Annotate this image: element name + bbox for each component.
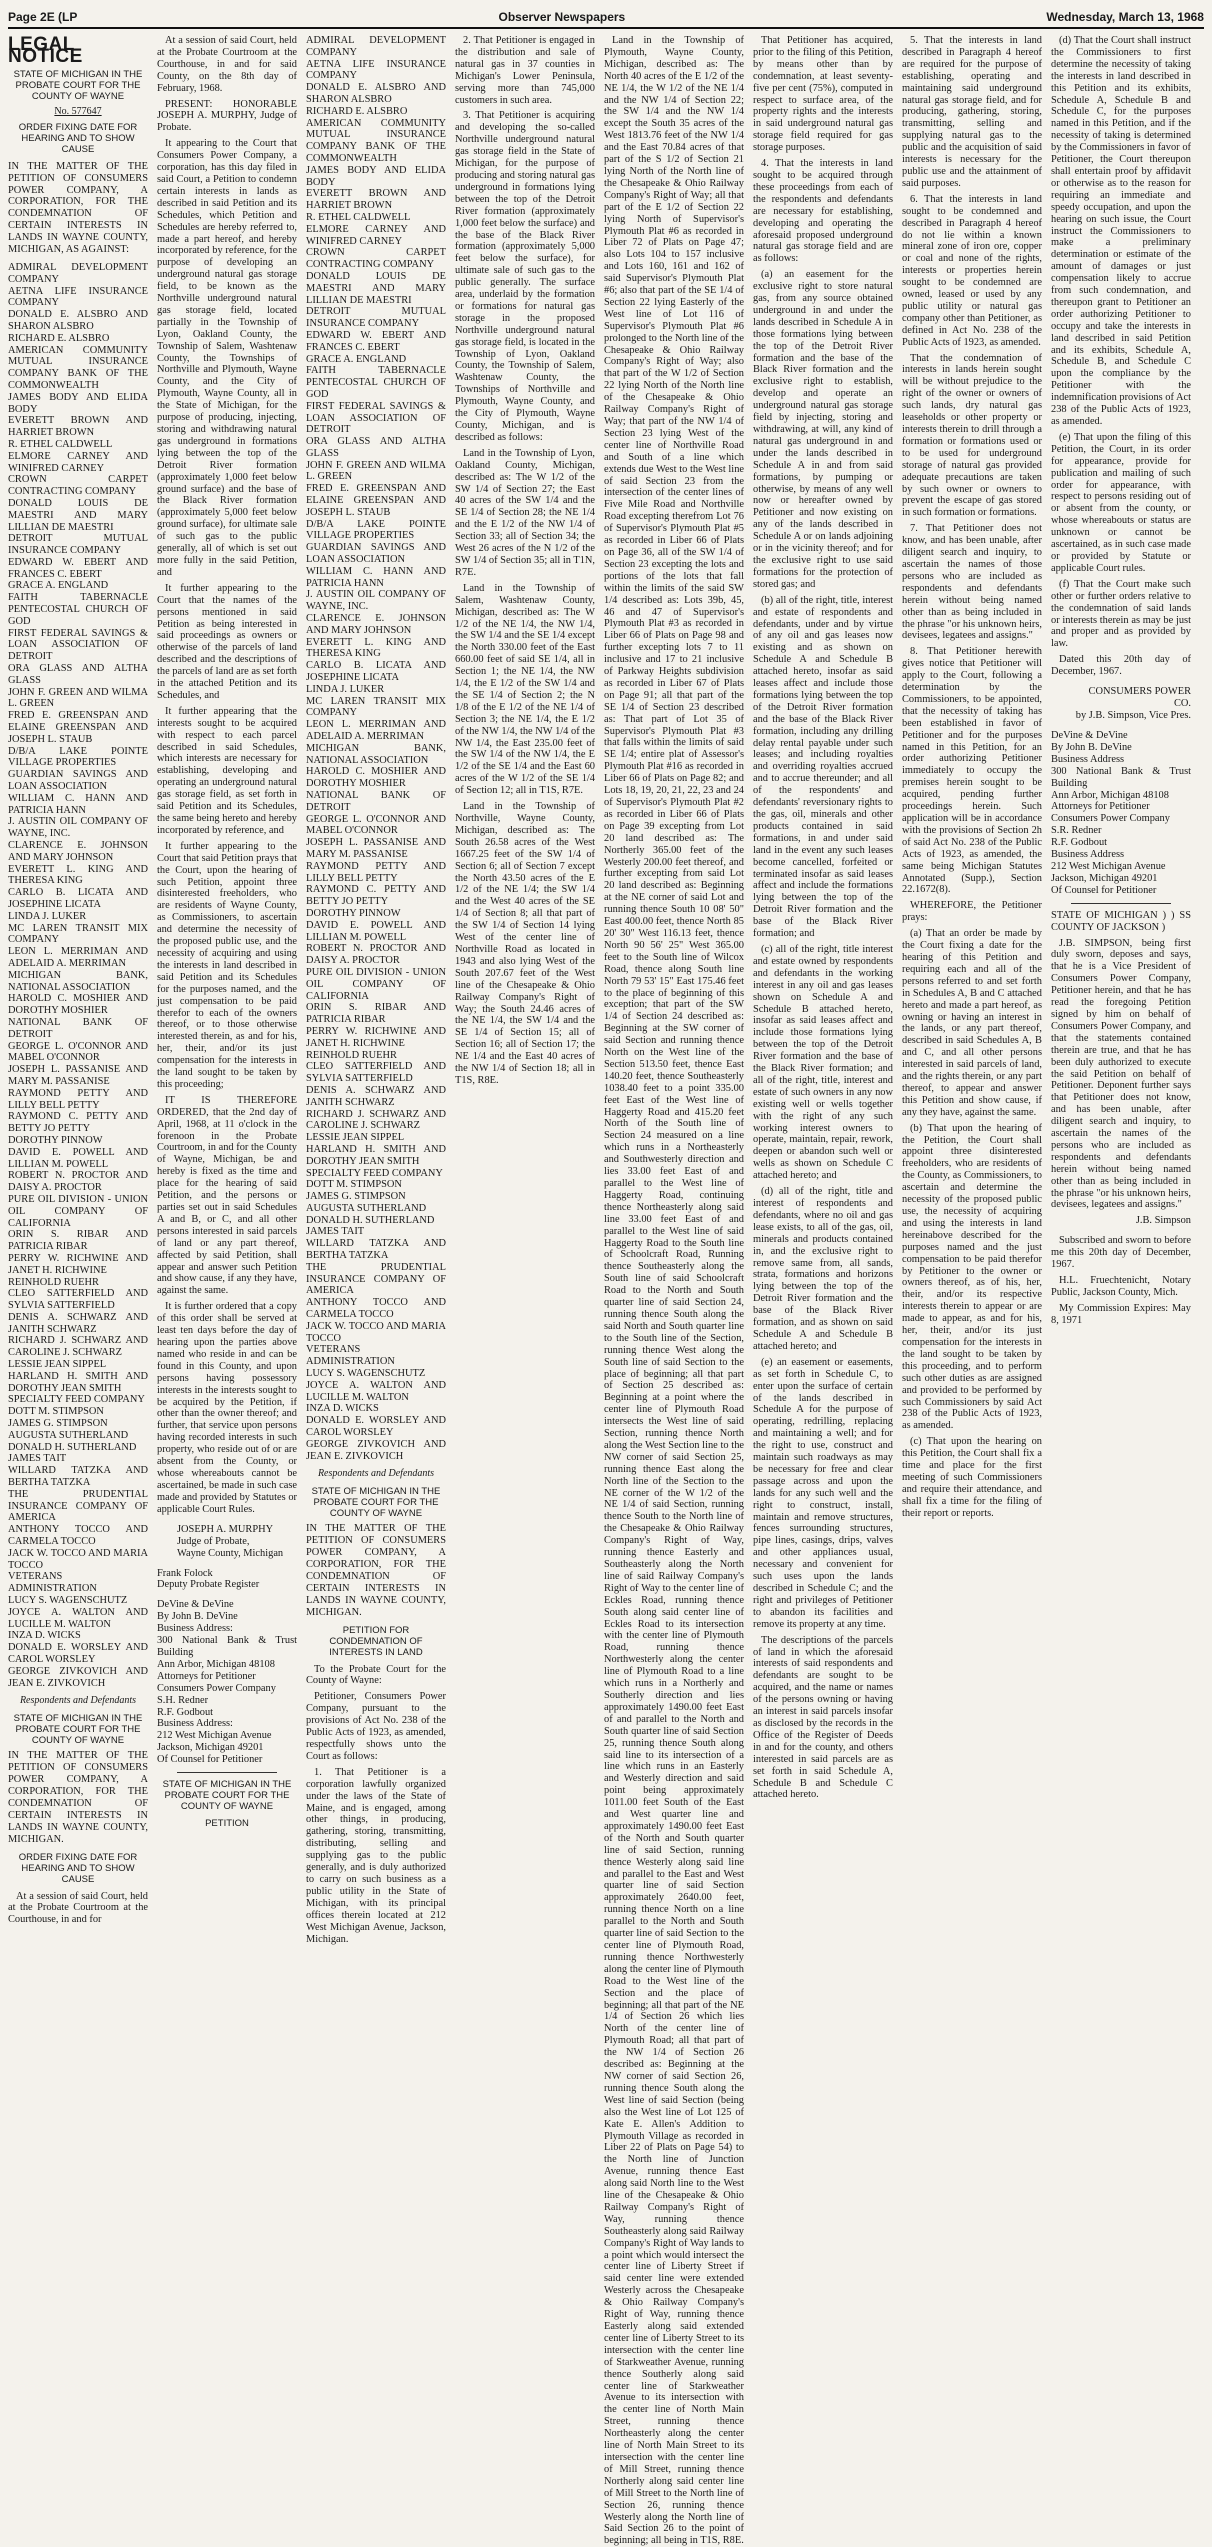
party-name-22: J. AUSTIN OIL COMPANY OF WAYNE, INC.: [8, 816, 148, 840]
attorney-line-0: DeVine & DeVine: [157, 1599, 234, 1611]
party-name-52: DONALD H. SUTHERLAND: [8, 1441, 137, 1453]
party-name-repeat-16: ORA GLASS AND ALTHA GLASS: [306, 436, 446, 459]
party-name-repeat-41: PERRY W. RICHWINE AND JANET H. RICHWINE: [306, 1025, 446, 1049]
party-name-repeat-42: REINHOLD RUEHR: [306, 1049, 397, 1061]
party-name-30: HAROLD C. MOSHIER AND DOROTHY MOSHIER: [8, 993, 148, 1017]
attorney-line-1: By John B. DeVine: [157, 1611, 238, 1623]
party-name-45: RICHARD J. SCHWARZ AND CAROLINE J. SCHWARZ: [8, 1335, 148, 1359]
company-line-0: CONSUMERS POWER CO.: [1088, 686, 1191, 710]
attorney-block-2: [1051, 730, 1191, 897]
party-name-4: AMERICAN COMMUNITY MUTUAL INSURANCE COMPANY BANK OF THE COMMONWEALTH: [8, 344, 148, 391]
party-name-12: EDWARD W. EBERT AND FRANCES C. EBERT: [8, 556, 148, 580]
column-1: [8, 34, 148, 1926]
clerk-line-1: Deputy Probate Register: [157, 1579, 260, 1591]
prayer-paragraph-3: 7. That Petitioner does not know, and has been unable, after diligent search and inquiry, to ascertain the names of those persons who are included as respondents and defendants herein without being named other than as being included in the phrase "or his unknown heirs, devisees, legatees and assigns.": [902, 523, 1042, 642]
attorney-line-2: Business Address:: [157, 1623, 233, 1635]
petition-court-heading: STATE OF MICHIGAN IN THE PROBATE COURT FOR THE COUNTY OF WAYNE: [311, 1486, 441, 1520]
order-title: ORDER FIXING DATE FOR HEARING AND TO SHOW CAUSE: [18, 121, 138, 155]
land-northville: Land in the Township of Northville, Wayne County, Michigan, described as: The South 26.58 acres of the West 1667.25 feet of the SW 1/4 of Section 6; all of Section 7 except the North 43.50 acres of the E 1/2 of the NE 1/4; the SW 1/4 and the West 40 acres of the SE 1/4 of Section 8; all that part of the SW 1/4 of Section 14 lying West of the center line of Northville Road as located in 1943 and also lying West of the South 207.67 feet of the West line of the Chesapeake & Ohio Railway Company's Right of Way; the South 24.46 acres of the NE 1/4, the SW 1/4 and the SE 1/4 of Section 15; all of Section 16; all of Section 17; the NE 1/4 and the East 40 acres of the NW 1/4 of Section 18; all in T1S, R8E.: [455, 801, 595, 1086]
order-paragraph-5: It is further ordered that a copy of this order shall be served at least ten days before the day of hearing upon the parties above named who reside in and can be found in this County, and upon persons having possessory interests in the interests sought to be acquired by the Petition, if other than the owner thereof; and further, that service upon persons having recorded interests in such property, who reside out of or are absent from the County, or whose whereabouts cannot be ascertained, be made in such case made and provided by Statutes or applicable Court Rules.: [157, 1301, 297, 1515]
land-lyon: Land in the Township of Lyon, Oakland County, Michigan, described as: The W 1/2 of the SW 1/4 of Section 27; the East 40 acres of the SW 1/4 and the SE 1/4 of Section 28; the NE 1/4 and the E 1/2 of the NW 1/4 of Section 33; all of Section 34; the West 26 acres of the N 1/2 of the SW 1/4 of Section 35; all in T1N, R7E.: [455, 447, 595, 578]
order-paragraph-2: It further appearing that the interests sought to be acquired with respect to each parcel described in said Schedules, which interests are necessary for establishing, developing and operating an underground natural gas storage field, as set forth in said Petition and its Schedules, the same being hereto and hereby incorporated by reference, and: [157, 705, 297, 836]
party-name-repeat-6: EVERETT BROWN AND HARRIET BROWN: [306, 188, 446, 212]
paper-name: Observer Newspapers: [498, 10, 626, 24]
attorney-line-4: Ann Arbor, Michigan 48108: [157, 1658, 275, 1670]
party-name-repeat-32: GEORGE L. O'CONNOR AND MABEL O'CONNOR: [306, 813, 446, 837]
party-name-repeat-38: ROBERT N. PROCTOR AND DAISY A. PROCTOR: [306, 943, 446, 967]
attorney-line-12: Of Counsel for Petitioner: [157, 1754, 263, 1766]
party-name-repeat-2: DONALD E. ALSBRO AND SHARON ALSBRO: [306, 82, 446, 105]
attorney-f-line-7: S.R. Redner: [1051, 825, 1102, 837]
judge-line-1: Judge of Probate,: [177, 1535, 250, 1547]
party-name-repeat-47: HARLAND H. SMITH AND DOROTHY JEAN SMITH: [306, 1143, 446, 1167]
party-name-18: FRED E. GREENSPAN AND ELAINE GREENSPAN AND JOSEPH L. STAUB: [8, 710, 148, 745]
column-5: [604, 35, 744, 2547]
party-name-repeat-7: R. ETHEL CALDWELL: [306, 211, 411, 223]
attorney-f-line-4: Ann Arbor, Michigan 48108: [1051, 789, 1169, 801]
party-name-repeat-26: LINDA J. LUKER: [306, 683, 385, 695]
prayer-f-paragraph-2: (f) That the Court make such other or further orders relative to the condemnation of said lands or interests therein as may be just and proper and as provided by law.: [1051, 578, 1191, 650]
party-name-57: JACK W. TOCCO AND MARIA TOCCO: [8, 1547, 148, 1571]
party-name-repeat-35: RAYMOND C. PETTY AND BETTY JO PETTY: [306, 884, 446, 908]
petition-to: To the Probate Court for the County of Wayne:: [306, 1663, 446, 1687]
interest-paragraph-5: (d) all of the right, title and interest of respondents and defendants, where no oil and gas lease exists, to all of the gas, oil, minerals and products contained in, and the exclusive right to remove same from, all sands, strata, formations and horizons lying between the top of the Detroit River formation and the base of the Black River formation, and as shown on said Schedule A and Schedule B attached hereto; and: [753, 1186, 893, 1352]
party-name-14: FAITH TABERNACLE PENTECOSTAL CHURCH OF GOD: [8, 592, 148, 627]
notary-line-2: My Commission Expires: May 8, 1971: [1051, 1302, 1191, 1326]
party-name-54: WILLARD TATZKA AND BERTHA TATZKA: [8, 1465, 148, 1489]
party-list: [8, 262, 148, 1689]
party-name-repeat-30: HAROLD C. MOSHIER AND DOROTHY MOSHIER: [306, 766, 446, 790]
petition-interests-cont: [902, 35, 1042, 1520]
interest-paragraph-3: (b) all of the right, title, interest and estate of respondents and defendants, under and by virtue of any oil and gas leases now existing and as shown on Schedule A and Schedule B attached hereto, insofar as said leases affect and include those formations lying between the top of the Detroit River formation and the base of the Black River formation, including any drilling delay rental payable under such leases; and including royalties and overriding royalties accrued and to accrue thereunder; and all of the respondents' and defendants' reversionary rights to the gas, oil, minerals and other products contained in said formations, in and under said land in the event any such leases become cancelled, forfeited or terminated insofar as said leases affect and include the formations lying between the top of the Detroit River formation and the base of the Black River formation; and: [753, 594, 893, 940]
party-name-repeat-63: GEORGE ZIVKOVICH AND JEAN E. ZIVKOVICH: [306, 1438, 446, 1462]
jurat-venue: STATE OF MICHIGAN ) ) SS COUNTY OF JACKSON ): [1051, 909, 1191, 933]
party-name-repeat-0: ADMIRAL DEVELOPMENT COMPANY: [306, 35, 446, 58]
party-name-repeat-53: JAMES TAIT: [306, 1226, 365, 1238]
column-8: [1051, 35, 1191, 1795]
interest-paragraph-1: 4. That the interests in land sought to be acquired through these proceedings from each of the respondents and defendants are necessary for establishing, developing and operating the aforesaid proposed underground natural gas storage field and are as follows:: [753, 158, 893, 265]
party-name-26: LINDA J. LUKER: [8, 910, 87, 922]
party-name-repeat-22: J. AUSTIN OIL COMPANY OF WAYNE, INC.: [306, 589, 446, 613]
second-matter-caption: IN THE MATTER OF THE PETITION OF CONSUMERS POWER COMPANY, A CORPORATION, FOR THE CONDEMNATION OF CERTAIN INTERESTS IN LANDS IN WAYNE COUNTY, MICHIGAN.: [8, 1750, 148, 1845]
party-name-repeat-52: DONALD H. SUTHERLAND: [306, 1214, 435, 1226]
party-name-33: JOSEPH L. PASSANISE AND MARY M. PASSANISE: [8, 1064, 148, 1087]
matter-caption: IN THE MATTER OF THE PETITION OF CONSUMERS POWER COMPANY, A CORPORATION, FOR THE CONDEMNATION OF CERTAIN INTERESTS IN LANDS IN WAYNE COUNTY, MICHIGAN, AS AGAINST:: [8, 160, 148, 256]
land-plymouth: Land in the Township of Plymouth, Wayne County, Michigan, described as: The North 40 acres of the E 1/2 of the NE 1/4, the W 1/2 of the NE 1/4 and the NW 1/4 of Section 22; the SW 1/4 and the NW 1/4 except the South 35 acres of the West 1813.76 feet of the NW 1/4 and the East 70.84 acres of that part of the S 1/2 of Section 21 lying North of the North line of the Chesapeake & Ohio Railway Company's Right of Way; all that part of the E 1/2 of Section 22 lying North of Supervisor's Plymouth Plat #6 as recorded in Liber 72 of Plats on Page 47; also Lots 104 to 157 inclusive and Lots 160, 161 and 162 of said Supervisor's Plymouth Plat #6; also that part of the SE 1/4 of Section 22 lying Easterly of the West line of Lot 116 of Supervisor's Plymouth Plat #6 prolonged to the North line of the Chesapeake & Ohio Railway Company's Right of Way; also that part of the W 1/2 of Section 22 lying North of the North line of the Chesapeake & Ohio Railway Company's Right of Way; that part of the NW 1/4 of Section 23 lying West of the center line of Northville Road and South of a line which extends due West to the West line of said Section 23 from the intersection of the center lines of Five Mile Road and Northville Road excepting therefrom Lot 76 of Supervisor's Plymouth Plat #5 as recorded in Liber 66 of Plats on Page 36, all of the SW 1/4 of Section 23 excepting the lots and portions of the lots that fall within the limits of the said SW 1/4 described as: Lots 39b, 45, 46 and 47 of Supervisor's Plymouth Plat #3 as recorded in Liber 66 of Plats on Page 98 and further excepting lots 7 to 11 inclusive and 17 to 21 inclusive of Parkway Heights subdivision as recorded in Liber 67 of Plats on Page 91; all that part of the SE 1/4 of Section 23 described as: That part of Lot 35 of Supervisor's Plymouth Plat #3 that falls within the limits of said SE 1/4; entire plat of Assessor's Plymouth Plat #16 as recorded in Liber 66 of Plats on Page 82; and Lots 18, 19, 20, 21, 22, 23 and 24 of Supervisor's Plymouth Plat #2 as recorded in Liber 66 of Plats on Page 39 excepting from Lot 20 land described as: The Northerly 365.00 feet of the Westerly 200.00 feet thereof, and further excepting from said Lot 20 land described as: Beginning at the NE corner of said Lot and running thence South 10 08' 50" East 400.00 feet, thence North 85 20' 30" West 116.13 feet, thence North 90 56' 25" West 365.00 feet to the South line of Wilcox Road, thence along South line North 79 53' 15" East 175.46 feet to the place of beginning of this exception; that part of the SW 1/4 of Section 24 described as: Beginning at the SW corner of said Section and running thence North on the West line of the Section 513.50 feet, thence East 140.20 feet, thence Southeasterly 1038.40 feet to a point 335.00 feet East of the West line of Haggerty Road and 415.20 feet North of the South line of Section 24 measured on a line which runs in a Northeasterly and Southwesterly direction and lies 33.00 feet East of and parallel to the West line of Haggerty Road, continuing thence Northeasterly along said line 33.00 feet East of and parallel to the West line of said Haggerty Road to the South line of Schoolcraft Road, Running thence Southeasterly along the South line of said Schoolcraft Road to the North and South quarter line of said Section 24, running thence South along the said North and South quarter line to the South line of the Section, running thence West along the South line of said Section to the place of beginning; all that part of Section 25 described as: Beginning at a point where the center line of Plymouth Road intersects the West line of said Section, running thence North along the West Section line to the NW corner of said Section 25, running thence East along the North line of the Section to the NE corner of the W 1/2 of the NE 1/4 of said Section, running thence South to the North line of the Chesapeake & Ohio Railway Company's Right of Way, running thence Easterly and Southeasterly along the North line of said Railway Company's Right of Way to the center line of Eckles Road, running thence South along said center line of Eckles Road to its intersection with the center line of Plymouth Road, running thence Northwesterly along the center line of Plymouth Road to a line which runs in a Northerly and Southerly direction and lies approximately 1490.00 feet East of and parallel to the North and South quarter line of said Section 25, running thence South along said line to its intersection of a line which runs in an Easterly and Westerly direction and said point being approximately 1011.00 feet South of the East and West quarter line and approximately 1490.00 feet East of the North and South quarter line of said Section, running thence Westerly along said line and parallel to the East and West quarter line of said Section approximately 2640.00 feet, running thence North on a line parallel to the North and South quarter line of said Section to the center line of Plymouth Road, running thence Northwesterly along the center line of Plymouth Road to the West line of the Section and the place of beginning; all that part of the NE 1/4 of Section 26 which lies North of the center line of Plymouth Road; all that part of the NW 1/4 of Section 26 described as: Beginning at the NW corner of said Section 26, running thence South along the West line of said Section (being also the West line of Lot 125 of Kate E. Allen's Addition to Plymouth Village as recorded in Liber 22 of Plats on Page 54) to the North line of Junction Avenue, running thence East along said North line to the West line of the Chesapeake & Ohio Railway Company's Right of Way, running thence Southeasterly along said Railway Company's Right of Way lands to a point which would intersect the center line of Liberty Street if said center line were extended Westerly across the Chesapeake & Ohio Railway Company's Right of Way, running thence Easterly along said extended center line of Liberty Street to its intersection with the center line of Starkweather Avenue, running thence Southerly along said center line of Starkweather Avenue to its intersection with the center line of North Main Street, running thence Northeasterly along the center line of North Main Street to its intersection with the center line of Mill Street, running thence Northerly along said center line of Mill Street to the North line of Section 26, running thence Westerly along the North line of Said Section 26 to the point of beginning; all being in T1S, R8E.: [604, 35, 744, 2547]
party-name-repeat-46: LESSIE JEAN SIPPEL: [306, 1132, 405, 1144]
legal-notice-heading: LEGAL NOTICE: [8, 34, 83, 67]
party-name-repeat-23: CLARENCE E. JOHNSON AND MARY JOHNSON: [306, 613, 446, 636]
party-name-repeat-25: CARLO B. LICATA AND JOSEPHINE LICATA: [306, 660, 446, 684]
attorney-f-line-0: DeVine & DeVine: [1051, 730, 1128, 742]
party-name-repeat-49: DOTT M. STIMPSON: [306, 1179, 402, 1191]
party-name-7: R. ETHEL CALDWELL: [8, 438, 113, 450]
party-name-repeat-15: FIRST FEDERAL SAVINGS & LOAN ASSOCIATION OF DETROIT: [306, 400, 446, 436]
party-name-3: RICHARD E. ALSBRO: [8, 332, 110, 344]
issue-date: Wednesday, March 13, 1968: [1046, 10, 1204, 24]
party-name-58: VETERANS ADMINISTRATION: [8, 1571, 97, 1595]
party-name-16: ORA GLASS AND ALTHA GLASS: [8, 663, 148, 686]
notary-block: [1051, 1235, 1191, 1326]
order-body: [157, 138, 297, 1515]
party-name-repeat-59: LUCY S. WAGENSCHUTZ: [306, 1368, 426, 1380]
party-name-35: RAYMOND C. PETTY AND BETTY JO PETTY: [8, 1111, 148, 1135]
party-name-25: CARLO B. LICATA AND JOSEPHINE LICATA: [8, 887, 148, 910]
party-name-repeat-8: ELMORE CARNEY AND WINIFRED CARNEY: [306, 223, 446, 247]
party-name-36: DOROTHY PINNOW: [8, 1134, 103, 1146]
party-name-repeat-5: JAMES BODY AND ELIDA BODY: [306, 164, 446, 188]
prayer-paragraph-2: That the condemnation of interests in lands herein sought will be without prejudice to the right of the owner or owners of such lands, dry natural gas leaseholds or other property or interests therein to drill through a formation or formations used or to be used for underground storage of natural gas provided adequate precautions are taken by such owner or owners to prevent the escape of gas stored in such formation or formations.: [902, 352, 1042, 519]
attorney-line-10: 212 West Michigan Avenue: [157, 1730, 272, 1742]
party-name-61: INZA D. WICKS: [8, 1630, 81, 1642]
respondents-label-2: Respondents and Defendants: [317, 1468, 435, 1480]
order-paragraph-3: It further appearing to the Court that said Petition prays that the Court, upon the hearing of such Petition, appoint three disinterested freeholders, who are residents of Wayne County, as Commissioners, to ascertain and determine the necessity of the proposed public use, and the necessity of acquiring and using the interests in land described in said Petition and its Schedules for the purposes named, and the just compensation to be paid therefor to each of the owners thereof, or to those otherwise interested therein, as and for his, her, their, and/or its just compensation for the interests in the land sought to be taken by this proceeding;: [157, 840, 297, 1090]
party-name-repeat-27: MC LAREN TRANSIT MIX COMPANY: [306, 695, 446, 719]
party-name-repeat-19: D/B/A LAKE POINTE VILLAGE PROPERTIES: [306, 518, 446, 542]
column-7: [902, 35, 1042, 1795]
party-name-repeat-17: JOHN F. GREEN AND WILMA L. GREEN: [306, 459, 446, 483]
interest-paragraph-6: (e) an easement or easements, as set forth in Schedule C, to enter upon the surface of certain of the lands described in Schedule A for the purpose of operating, redrilling, replacing and maintaining a well; and for the right to use, construct and maintain such roadways as may be necessary for free and clear passage across and upon the lands for any such well and the right to construct, install, maintain and remove structures, fences surrounding structures, pipe lines, casings, drips, valves and other appliances usual, necessary and convenient for such uses upon the lands described in Schedule C; and the right and privileges of Petitioner to abandon its facilities and remove its property at any time.: [753, 1356, 893, 1630]
party-name-repeat-56: ANTHONY TOCCO AND CARMELA TOCCO: [306, 1297, 446, 1321]
party-name-13: GRACE A. ENGLAND: [8, 580, 109, 592]
prayer-paragraph-4: 8. That Petitioner herewith gives notice that Petitioner will apply to the Court, following a determination by the Commissioners, to be appointed, that the necessity of taking has been established in favor of Petitioner and for the purposes named in this Petition, for an order authorizing Petitioner immediately to occupy the premises herein sought to be acquired, pending further proceedings herein. Such application will be in accordance with the provisions of Section 2h of said Act No. 238 of the Public Acts of 1923, as amended, the same being Michigan Statutes Annotated (Supp.), Section 22.1672(8).: [902, 646, 1042, 896]
party-name-repeat-29: MICHIGAN BANK, NATIONAL ASSOCIATION: [306, 742, 446, 766]
attorney-f-line-11: Jackson, Michigan 49201: [1051, 872, 1158, 884]
party-name-repeat-1: AETNA LIFE INSURANCE COMPANY: [306, 58, 446, 82]
petition-para-2: 2. That Petitioner is engaged in the distribution and sale of natural gas in 37 counties in Michigan's Lower Peninsula, serving more than 745,000 customers in such area.: [455, 35, 595, 106]
party-name-28: LEON L. MERRIMAN AND ADELAID A. MERRIMAN: [8, 946, 148, 969]
party-list-repeat: [306, 35, 446, 1462]
party-name-repeat-33: JOSEPH L. PASSANISE AND MARY M. PASSANISE: [306, 837, 446, 860]
order-paragraph-0: It appearing to the Court that Consumers Power Company, a corporation, has this day filed in said Court, a Petition to condemn certain interests in lands as described in said Petition and its Schedules, which Petition and Schedules are hereby referred to, made a part hereof, and hereby incorporated by reference, for the purpose of developing an underground natural gas storage field, to be known as the Northville underground natural gas storage field, located partially in the Township of Lyon, Oakland County, the Township of Salem, Washtenaw County, the Townships of Northville and Plymouth, Wayne County, and the City of Plymouth, Wayne County, all in the State of Michigan, for the purpose of producing, injecting, storing and withdrawing natural gas underground in formations lying between the top of the Detroit River formation (approximately 1,000 feet below ground surface) and the base of the Black River formation (approximately 5,000 feet below ground surface), for ultimate sale of such gas to the public generally, all of which is set out more fully in the said Petition, and: [157, 138, 297, 578]
party-name-32: GEORGE L. O'CONNOR AND MABEL O'CONNOR: [8, 1040, 148, 1064]
prayer-paragraph-0: 5. That the interests in land described in Paragraph 4 hereof are required for the purpose of establishing, operating and maintaining said underground natural gas storage field, and for producing, gathering, storing, transmitting, selling and supplying natural gas to the public and the acquisition of said interests is necessary for the public use and the attainment of said purposes.: [902, 35, 1042, 189]
party-name-23: CLARENCE E. JOHNSON AND MARY JOHNSON: [8, 840, 148, 863]
petition-interests: [753, 35, 893, 1801]
party-name-39: PURE OIL DIVISION - UNION OIL COMPANY OF CALIFORNIA: [8, 1193, 148, 1229]
party-name-repeat-60: JOYCE A. WALTON AND LUCILLE M. WALTON: [306, 1379, 446, 1403]
petition-label: PETITION: [205, 1818, 249, 1830]
party-name-56: ANTHONY TOCCO AND CARMELA TOCCO: [8, 1524, 148, 1548]
attorney-f-line-2: Business Address: [1051, 753, 1125, 765]
party-name-repeat-20: GUARDIAN SAVINGS AND LOAN ASSOCIATION: [306, 542, 446, 566]
party-name-63: GEORGE ZIVKOVICH AND JEAN E. ZIVKOVICH: [8, 1665, 148, 1689]
party-name-1: AETNA LIFE INSURANCE COMPANY: [8, 285, 148, 309]
party-name-62: DONALD E. WORSLEY AND CAROL WORSLEY: [8, 1642, 148, 1665]
column-3: [306, 35, 446, 1945]
party-name-53: JAMES TAIT: [8, 1453, 67, 1465]
judge-line-0: JOSEPH A. MURPHY: [177, 1523, 274, 1535]
petition-court-heading-stub: STATE OF MICHIGAN IN THE PROBATE COURT FOR THE COUNTY OF WAYNE: [162, 1779, 292, 1813]
party-name-40: ORIN S. RIBAR AND PATRICIA RIBAR: [8, 1229, 148, 1253]
order-paragraph-4: IT IS THEREFORE ORDERED, that the 2nd day of April, 1968, at 11 o'clock in the forenoon in the Probate Courtroom, in and for the County of Wayne, Michigan, be and hereby is fixed as the time and place for the hearing of said Petition, and the persons or parties set out in said Schedules A and B, or C, and all other persons interested in said parcels of land or any part thereof, affected by said Petition, shall appear and answer such Petition and show cause, if any they have, against the same.: [157, 1094, 297, 1297]
party-name-8: ELMORE CARNEY AND WINIFRED CARNEY: [8, 450, 148, 474]
jurat-text: J.B. SIMPSON, being first duly sworn, deposes and says, that he is a Vice President of Consumers Power Company, Petitioner herein, and that he has read the foregoing Petition signed by him on behalf of Consumers Power Company, and that the statements contained therein are true, and that he has been duly authorized to execute the said Petition on behalf of Petitioner. Deponent further says that Petitioner does not know, and has been unable, after diligent search and inquiry, to ascertain the names of the persons who are included as respondents and defendants herein without being named other than as being included in the phrase "or his unknown heirs, devisees, legatees and assigns.": [1051, 937, 1191, 1211]
attorney-line-6: Consumers Power Company: [157, 1682, 276, 1694]
judge-line-2: Wayne County, Michigan: [177, 1547, 284, 1559]
party-name-49: DOTT M. STIMPSON: [8, 1406, 104, 1418]
order-paragraph-1: It further appearing to the Court that the names of the persons mentioned in said Petition as being interested in said proceedings as owners or otherwise of the parcels of land described and the descriptions of the parcels of land are as set forth in the attached Petition and its Schedules, and: [157, 582, 297, 701]
party-name-repeat-45: RICHARD J. SCHWARZ AND CAROLINE J. SCHWARZ: [306, 1108, 446, 1132]
petition-para-3: 3. That Petitioner is acquiring and developing the so-called Northville underground natural gas storage field in the State of Michigan, for the purpose of producing and storing natural gas underground in formations lying between the top of the Detroit River formation (approximately 1,000 feet below the surface) and the base of the Black River formation (approximately 5,000 feet below the surface), for ultimate sale of such gas to the public generally. The surface area, underlaid by the formation or formations for natural gas storage in the proposed Northville underground natural gas storage field, is located in the Township of Lyon, Oakland County, the Township of Salem, Washtenaw County, the Townships of Northville and Plymouth, Wayne County, and the City of Plymouth, Wayne County, Michigan, and is described as follows:: [455, 110, 595, 443]
attorney-f-line-5: Attorneys for Petitioner: [1051, 801, 1150, 813]
attorney-f-line-6: Consumers Power Company: [1051, 813, 1170, 825]
party-name-repeat-10: DONALD LOUIS DE MAESTRI AND MARY LILLIAN DE MAESTRI: [306, 270, 446, 306]
party-name-repeat-51: AUGUSTA SUTHERLAND: [306, 1202, 427, 1214]
judge-signature: [177, 1524, 297, 1560]
second-court-heading: STATE OF MICHIGAN IN THE PROBATE COURT FOR THE COUNTY OF WAYNE: [13, 1713, 143, 1747]
party-name-10: DONALD LOUIS DE MAESTRI AND MARY LILLIAN DE MAESTRI: [8, 497, 148, 533]
attorney-f-line-9: Business Address: [1051, 849, 1125, 861]
attorney-f-line-1: By John B. DeVine: [1051, 741, 1132, 753]
party-name-41: PERRY W. RICHWINE AND JANET H. RICHWINE: [8, 1252, 148, 1276]
party-name-47: HARLAND H. SMITH AND DOROTHY JEAN SMITH: [8, 1370, 148, 1394]
party-name-42: REINHOLD RUEHR: [8, 1276, 99, 1288]
column-6: [753, 35, 893, 1801]
party-name-repeat-54: WILLARD TATZKA AND BERTHA TATZKA: [306, 1238, 446, 1262]
party-name-48: SPECIALTY FEED COMPANY: [8, 1394, 145, 1406]
party-name-20: GUARDIAN SAVINGS AND LOAN ASSOCIATION: [8, 769, 148, 793]
party-name-repeat-58: VETERANS ADMINISTRATION: [306, 1344, 395, 1368]
party-name-repeat-50: JAMES G. STIMPSON: [306, 1191, 406, 1203]
company-line-1: by J.B. Simpson, Vice Pres.: [1075, 710, 1191, 722]
petition-title: PETITION FOR CONDEMNATION OF INTERESTS IN LAND: [329, 1624, 423, 1658]
petition-para-1: 1. That Petitioner is a corporation lawfully organized under the laws of the State of Maine, and is engaged, among other things, in producing, gathering, storing, transmitting, distributing, selling and supplying gas to the public generally, and is duly authorized to carry on such business as a public utility in the State of Michigan, with its principal offices therein located at 212 West Michigan Avenue, Jackson, Michigan.: [306, 1766, 446, 1945]
attorney-f-line-10: 212 West Michigan Avenue: [1051, 861, 1166, 872]
attorney-line-7: S.H. Redner: [157, 1694, 209, 1706]
attorney-f-line-3: 300 National Bank & Trust Building: [1051, 765, 1191, 789]
party-name-31: NATIONAL BANK OF DETROIT: [8, 1016, 148, 1040]
court-heading: STATE OF MICHIGAN IN THE PROBATE COURT FOR THE COUNTY OF WAYNE: [13, 68, 143, 102]
party-name-repeat-13: GRACE A. ENGLAND: [306, 353, 407, 365]
party-name-9: CROWN CARPET CONTRACTING COMPANY: [8, 474, 148, 498]
divider-2: [1071, 903, 1171, 904]
party-name-repeat-61: INZA D. WICKS: [306, 1403, 379, 1415]
attorney-line-5: Attorneys for Petitioner: [157, 1670, 256, 1682]
notary-line-1: H.L. Fruechtenicht, Notary Public, Jackson County, Mich.: [1051, 1275, 1191, 1298]
interest-paragraph-2: (a) an easement for the exclusive right to store natural gas, from any source obtained underground in and under the lands described in Schedule A in those formations lying between the top of the Detroit River formation and the base of the Black River formation and the exclusive right to establish, develop and operate an underground natural gas storage field by injecting, storing and withdrawing, at will, any kind of natural gas underground in and under the lands described in Schedule A in and from said formations, by pumping or otherwise, by means of any well now or hereafter owned by Petitioner and now existing on any of the lands described in Schedule A or on lands adjoining or in the vicinity thereof; and for the exclusive right to use said formations for the protection of stored gas; and: [753, 269, 893, 590]
attorney-line-3: 300 National Bank & Trust Building: [157, 1635, 297, 1658]
party-name-24: EVERETT L. KING AND THERESA KING: [8, 863, 148, 887]
interest-paragraph-4: (c) all of the right, title interest and estate owned by respondents and defendants in the working interest in any oil and gas leases shown on Schedule A and Schedule B attached hereto, insofar as said leases affect and include those formations lying between the top of the Detroit River formation and the base of the Black River formation; and all of the right, title, interest and estate of such owners in any now existing well or wells together with the right of any such working interest owners to operate, maintain, repair, rework, deepen or abandon such well or wells as shown on Schedule C attached hereto; and: [753, 943, 893, 1182]
petition-prayers: [1051, 35, 1191, 678]
prayer-f-paragraph-1: (e) That upon the filing of this Petition, the Court, in its order for appearance, provide for publication and mailing of such order for appearance, with respect to persons residing out of or absent from the county, or whose whereabouts or status are unknown or cannot be ascertained, as in such case made or provided by Statute or applicable Court rules.: [1051, 431, 1191, 574]
attorney-block: [157, 1599, 297, 1766]
party-name-repeat-12: EDWARD W. EBERT AND FRANCES C. EBERT: [306, 329, 446, 353]
prayer-paragraph-7: (b) That upon the hearing of the Petition, the Court shall appoint three disinterested freeholders, who are residents of the County, as Commissioners, to ascertain and determine the necessity of the proposed public use, the necessity of acquiring and using the interests in land hereinabove described for the purposes named and the just compensation to be paid therefor by Petitioner to the owner or owners thereof, as of his, her, their, and/or its respective interests therein to appear or are made to appear, as and for his, her, their, and/or its just compensation for the interests in the land sought to be taken by this proceeding, and to perform such other duties as are assigned and provided to be performed by such Commissioners by said Act 238 of the Public Acts of 1923, as amended.: [902, 1122, 1042, 1432]
attorney-line-11: Jackson, Michigan 49201: [157, 1742, 264, 1754]
party-name-repeat-34: RAYMOND PETTY AND LILLY BELL PETTY: [306, 860, 446, 884]
party-name-repeat-21: WILLIAM C. HANN AND PATRICIA HANN: [306, 565, 446, 589]
respondents-label: Respondents and Defendants: [19, 1695, 137, 1707]
prayer-paragraph-5: WHEREFORE, the Petitioner prays:: [902, 900, 1042, 924]
party-name-17: JOHN F. GREEN AND WILMA L. GREEN: [8, 686, 148, 710]
party-name-29: MICHIGAN BANK, NATIONAL ASSOCIATION: [8, 969, 148, 993]
company-signature: [1071, 686, 1191, 722]
party-name-repeat-4: AMERICAN COMMUNITY MUTUAL INSURANCE COMPANY BANK OF THE COMMONWEALTH: [306, 117, 446, 164]
party-name-repeat-11: DETROIT MUTUAL INSURANCE COMPANY: [306, 306, 446, 330]
petition-intro: Petitioner, Consumers Power Company, pursuant to the provisions of Act No. 238 of the Public Acts of 1923, as amended, respectfully shows unto the Court as follows:: [306, 1691, 446, 1762]
party-name-50: JAMES G. STIMPSON: [8, 1418, 108, 1430]
attorney-line-8: R.F. Godbout: [157, 1706, 214, 1718]
party-name-2: DONALD E. ALSBRO AND SHARON ALSBRO: [8, 309, 148, 332]
party-name-11: DETROIT MUTUAL INSURANCE COMPANY: [8, 533, 148, 557]
party-name-37: DAVID E. POWELL AND LILLIAN M. POWELL: [8, 1146, 148, 1170]
attorney-f-line-12: Of Counsel for Petitioner: [1051, 884, 1157, 896]
docket-number: No. 577647: [54, 105, 102, 117]
interest-paragraph-0: That Petitioner has acquired, prior to the filing of this Petition, by means other than by condemnation, at least seventy-five per cent (75%), computed in respect to surface area, of the property rights and the interests in said underground natural gas storage field required for gas storage purposes.: [753, 35, 893, 154]
party-name-repeat-39: PURE OIL DIVISION - UNION OIL COMPANY OF CALIFORNIA: [306, 966, 446, 1002]
prayer-f-paragraph-3: Dated this 20th day of December, 1967.: [1051, 654, 1191, 678]
present-text: PRESENT: HONORABLE JOSEPH A. MURPHY, Judge of Probate.: [157, 98, 297, 134]
party-name-repeat-44: DENIS A. SCHWARZ AND JANITH SCHWARZ: [306, 1084, 446, 1108]
party-name-repeat-55: THE PRUDENTIAL INSURANCE COMPANY OF AMERICA: [306, 1261, 446, 1297]
party-name-repeat-62: DONALD E. WORSLEY AND CAROL WORSLEY: [306, 1415, 446, 1439]
party-name-repeat-24: EVERETT L. KING AND THERESA KING: [306, 636, 446, 660]
party-name-60: JOYCE A. WALTON AND LUCILLE M. WALTON: [8, 1606, 148, 1630]
party-name-6: EVERETT BROWN AND HARRIET BROWN: [8, 415, 148, 439]
party-name-27: MC LAREN TRANSIT MIX COMPANY: [8, 922, 148, 946]
clerk-signature: [157, 1568, 297, 1592]
prayer-paragraph-1: 6. That the interests in land sought to be condemned and described in Paragraph 4 hereof do not lie within a known mineral zone of iron ore, copper or coal and none of the rights, interests or properties herein sought to be condemned are owned, leased or used by any public utility or natural gas company other than Petitioner, as defined in Act No. 238 of the Public Acts of 1923, as amended.: [902, 193, 1042, 348]
second-session-text: At a session of said Court, held at the Probate Courtroom at the Courthouse, in and for: [8, 1890, 148, 1926]
petition-matter: IN THE MATTER OF THE PETITION OF CONSUMERS POWER COMPANY, A CORPORATION, FOR THE CONDEMNATION OF CERTAIN INTERESTS IN LANDS IN WAYNE COUNTY, MICHIGAN.: [306, 1523, 446, 1618]
party-name-15: FIRST FEDERAL SAVINGS & LOAN ASSOCIATION OF DETROIT: [8, 627, 148, 663]
party-name-0: ADMIRAL DEVELOPMENT COMPANY: [8, 261, 148, 285]
party-name-repeat-31: NATIONAL BANK OF DETROIT: [306, 790, 446, 813]
party-name-59: LUCY S. WAGENSCHUTZ: [8, 1595, 128, 1607]
party-name-repeat-57: JACK W. TOCCO AND MARIA TOCCO: [306, 1320, 446, 1344]
prayer-paragraph-6: (a) That an order be made by the Court fixing a date for the hearing of this Petition and requiring each and all of the persons referred to and set forth in Schedules A, B and C attached hereto and made a part hereof, as owning or having an interest in the lands, or any part thereof, described in said Schedules A, B and C, and all other persons interested in said parcels of land, and the rights therein, or any part thereof, to appear and answer this Petition and show cause, if any they have, against the same.: [902, 928, 1042, 1118]
party-name-5: JAMES BODY AND ELIDA BODY: [8, 391, 148, 415]
party-name-55: THE PRUDENTIAL INSURANCE COMPANY OF AMERICA: [8, 1488, 148, 1524]
divider: [177, 1772, 277, 1773]
attorney-line-9: Business Address:: [157, 1718, 233, 1730]
prayer-paragraph-8: (c) That upon the hearing on this Petition, the Court shall fix a time and place for the first meeting of such Commissioners and require their attendance, and shall fix a time for the filing of their report or reports.: [902, 1436, 1042, 1519]
second-order-title: ORDER FIXING DATE FOR HEARING AND TO SHOW CAUSE: [18, 1851, 138, 1885]
party-name-38: ROBERT N. PROCTOR AND DAISY A. PROCTOR: [8, 1170, 148, 1194]
party-name-repeat-48: SPECIALTY FEED COMPANY: [306, 1167, 443, 1179]
text-columns: [8, 34, 1204, 2547]
party-name-34: RAYMOND PETTY AND LILLY BELL PETTY: [8, 1087, 148, 1111]
page-number: Page 2E (LP: [8, 10, 78, 24]
jurat-signature: J.B. Simpson: [1135, 1215, 1191, 1227]
party-name-19: D/B/A LAKE POINTE VILLAGE PROPERTIES: [8, 745, 148, 769]
party-name-repeat-37: DAVID E. POWELL AND LILLIAN M. POWELL: [306, 919, 446, 943]
party-name-repeat-28: LEON L. MERRIMAN AND ADELAID A. MERRIMAN: [306, 719, 446, 743]
masthead: [8, 0, 1204, 29]
column-4: [455, 35, 595, 1795]
party-name-46: LESSIE JEAN SIPPEL: [8, 1359, 107, 1371]
interest-paragraph-7: The descriptions of the parcels of land in which the aforesaid interests of said respondents and defendants are sought to be acquired, and the name or names of the persons owning or having an interest in said parcels insofar as disclosed by the records in the Office of the Register of Deeds in and for the county, and others interested in said parcels are as set forth in said Schedule A, Schedule B and Schedule C attached hereto.: [753, 1634, 893, 1801]
party-name-44: DENIS A. SCHWARZ AND JANITH SCHWARZ: [8, 1311, 148, 1335]
column-2: [157, 35, 297, 1830]
land-salem: Land in the Township of Salem, Washtenaw County, Michigan, described as: The W 1/2 of the NE 1/4, the NW 1/4, the SW 1/4 and the SE 1/4 except the North 330.00 feet of the East 660.00 feet of said SE 1/4, all in Section 1; the NE 1/4, the NW 1/4, the E 1/2 of the SW 1/4 and the SE 1/4 of Section 2; the N 1/8 of the E 1/2 of the NE 1/4 of Section 3; the NE 1/4, the E 1/2 of the NW 1/4, the NW 1/4 of the NW 1/4, the East 235.00 feet of the SW 1/4 of the NW 1/4, the E 1/2 of the SE 1/4 and the East 60 acres of the W 1/2 of the SE 1/4 of Section 12; all in T1S, R7E.: [455, 582, 595, 797]
party-name-43: CLEO SATTERFIELD AND SYLVIA SATTERFIELD: [8, 1288, 148, 1312]
clerk-line-0: Frank Folock: [157, 1567, 213, 1579]
session-text: At a session of said Court, held at the Probate Courtroom at the Courthouse, in and for said County, on the 8th day of February, 1968.: [157, 35, 297, 94]
party-name-repeat-18: FRED E. GREENSPAN AND ELAINE GREENSPAN AND JOSEPH L. STAUB: [306, 483, 446, 518]
notary-line-0: Subscribed and sworn to before me this 20th day of December, 1967.: [1051, 1235, 1191, 1271]
party-name-51: AUGUSTA SUTHERLAND: [8, 1429, 129, 1441]
party-name-repeat-40: ORIN S. RIBAR AND PATRICIA RIBAR: [306, 1002, 446, 1026]
party-name-repeat-3: RICHARD E. ALSBRO: [306, 105, 408, 117]
party-name-repeat-43: CLEO SATTERFIELD AND SYLVIA SATTERFIELD: [306, 1061, 446, 1085]
party-name-21: WILLIAM C. HANN AND PATRICIA HANN: [8, 792, 148, 816]
attorney-f-line-8: R.F. Godbout: [1051, 837, 1108, 849]
party-name-repeat-36: DOROTHY PINNOW: [306, 907, 401, 919]
party-name-repeat-9: CROWN CARPET CONTRACTING COMPANY: [306, 247, 446, 271]
party-name-repeat-14: FAITH TABERNACLE PENTECOSTAL CHURCH OF GOD: [306, 365, 446, 400]
prayer-f-paragraph-0: (d) That the Court shall instruct the Commissioners to first determine the necessity of taking the interests in land described in this Petition and its exhibits, Schedule A, Schedule B and Schedule C, for the purposes named in this Petition, and if the necessity of taking is determined by the Commissioners in favor of Petitioner, the Court thereupon shall entertain proof by affidavit or otherwise as to the reason for requiring an immediate and speedy occupation, and upon the hearing on such issue, the Court instruct the Commissioners to make a preliminary determination or estimate of the amount of damages or just compensation likely to accrue from such condemnation, and thereupon grant to Petitioner an order authorizing Petitioner to occupy and take the interests in land described in said Petition and its exhibits, Schedule A, Schedule B, and Schedule C upon the compliance by the Petitioner with the indemnification provisions of Act 238 of the Public Acts of 1923, as amended.: [1051, 35, 1191, 427]
